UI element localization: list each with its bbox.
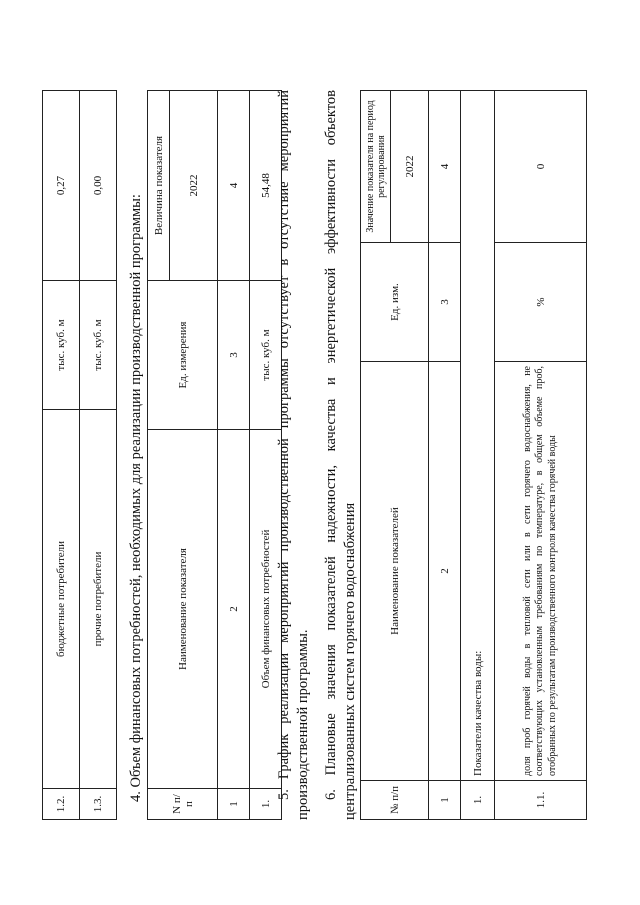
section-6-paragraph: 6. Плановые значения показателей надежности, качества и энергетической эффективности объектов централизованных систем горячего водоснабжения <box>323 90 358 820</box>
table-group-row <box>461 91 495 820</box>
table-row <box>80 91 117 820</box>
row-number: 1.2. <box>43 789 80 820</box>
section-4-heading: 4. Объем финансовых потребностей, необходимых для реализации производственной программы: <box>128 194 144 802</box>
column-number: 4 <box>218 91 250 281</box>
consumption-table <box>42 90 117 820</box>
header-number: N п/п <box>148 789 218 820</box>
row-unit: тыс. куб. м <box>43 281 80 410</box>
row-name: прочие потребители <box>80 410 117 789</box>
column-number: 1 <box>218 789 250 820</box>
header-value: Значение показателя на период регулирования <box>361 91 391 243</box>
table-number-row <box>218 91 250 820</box>
column-number: 2 <box>218 430 250 789</box>
table-row <box>495 91 587 820</box>
row-number: 1.3. <box>80 789 117 820</box>
header-unit: Ед. измерения <box>148 281 218 430</box>
row-unit: тыс. куб. м <box>80 281 117 410</box>
header-year: 2022 <box>391 91 429 243</box>
header-unit: Ед. изм. <box>361 243 429 362</box>
row-number: 1.1. <box>495 781 587 820</box>
group-number: 1. <box>461 781 495 820</box>
row-value: 0,00 <box>80 91 117 281</box>
column-number: 4 <box>429 91 461 243</box>
column-number: 3 <box>429 243 461 362</box>
header-name: Наименование показателей <box>361 362 429 781</box>
row-unit: тыс. куб. м <box>250 281 282 430</box>
section-5-paragraph: 5. График реализации мероприятий производственной программы отсутствует в отсутствие мероприятий производственной программы. <box>276 90 311 820</box>
row-value: 0 <box>495 91 587 243</box>
header-number: № п/п <box>361 781 429 820</box>
header-value: Величина показателя <box>148 91 170 281</box>
table-number-row <box>429 91 461 820</box>
row-name: Объем финансовых потребностей <box>250 430 282 789</box>
header-name: Наименование показателя <box>148 430 218 789</box>
table-header-row <box>148 91 170 820</box>
column-number: 3 <box>218 281 250 430</box>
column-number: 2 <box>429 362 461 781</box>
financial-needs-table <box>147 90 282 820</box>
row-number: 1. <box>250 789 282 820</box>
row-name: бюджетные потребители <box>43 410 80 789</box>
quality-indicators-table <box>360 90 587 820</box>
column-number: 1 <box>429 781 461 820</box>
row-value: 54,48 <box>250 91 282 281</box>
row-value: 0,27 <box>43 91 80 281</box>
row-unit: % <box>495 243 587 362</box>
table-row <box>43 91 80 820</box>
row-name: доля проб горячей воды в тепловой сети или в сети горячего водоснабжения, не соответствующих установленным требованиям по температуре, в общем объеме проб, отобранных по результатам производственного контроля качества горячей воды <box>495 362 587 781</box>
table-header-row <box>361 91 391 820</box>
header-year: 2022 <box>170 91 218 281</box>
group-name: Показатели качества воды: <box>461 91 495 781</box>
